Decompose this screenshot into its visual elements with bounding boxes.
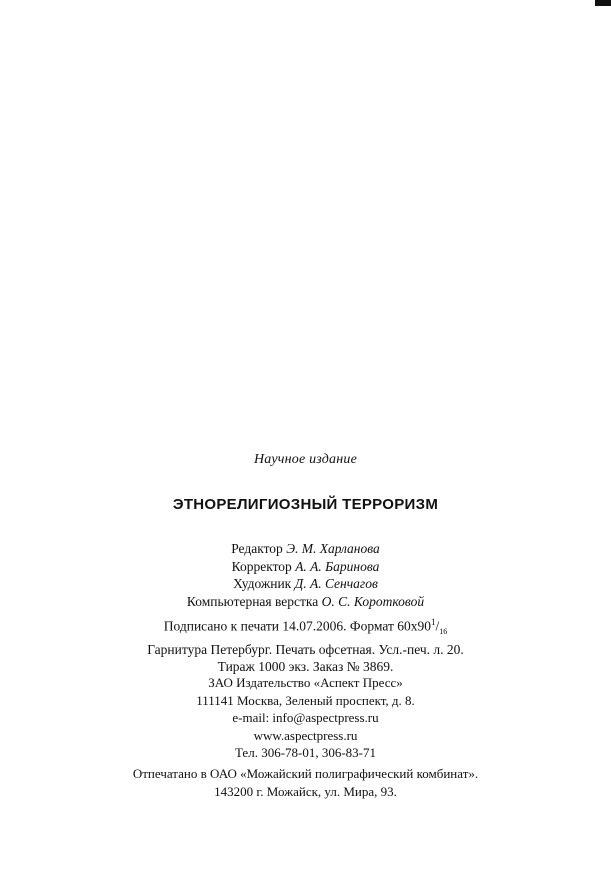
signed-text: Подписано к печати 14.07.2006. Формат 60х90 <box>163 618 431 634</box>
credit-person: А. А. Баринова <box>295 558 380 574</box>
publication-genre: Научное издание <box>254 452 357 467</box>
credit-line <box>0 575 611 593</box>
credit-role: Редактор <box>231 541 283 556</box>
credit-person: О. С. Коротковой <box>321 593 425 609</box>
credit-line <box>0 540 611 558</box>
run-line: Тираж 1000 экз. Заказ № 3869. <box>217 659 394 675</box>
publisher-website: www.aspectpress.ru <box>253 727 358 743</box>
publisher-block <box>0 674 611 762</box>
printer-line-1: Отпечатано в ОАО «Можайский полиграфический комбинат». <box>132 766 479 781</box>
signed-line: Подписано к печати 14.07.2006. Формат $60х90^1/_{16}$ <box>163 617 448 637</box>
publisher-address: 111141 Москва, Зеленый проспект, д. 8. <box>196 692 415 708</box>
credits-block <box>0 540 611 610</box>
credit-person: Д. А. Сенчагов <box>294 576 378 591</box>
format-numerator: 1 <box>431 617 436 627</box>
credit-role: Компьютерная верстка <box>186 593 319 609</box>
page-corner-mark <box>595 0 611 6</box>
credit-line <box>0 558 611 576</box>
typeface-line: Гарнитура Петербург. Печать офсетная. Усл.-печ. л. 20. <box>147 641 464 657</box>
publisher-email: e-mail: info@aspectpress.ru <box>232 710 379 725</box>
credit-line <box>0 593 611 611</box>
printer-block <box>0 765 611 800</box>
credit-role: Художник <box>233 576 292 591</box>
credit-person: Э. М. Харланова <box>286 541 380 556</box>
book-title: ЭТНОРЕЛИГИОЗНЫЙ ТЕРРОРИЗМ <box>172 496 439 513</box>
printer-line-2: 143200 г. Можайск, ул. Мира, 93. <box>214 783 397 799</box>
format-denominator: 16 <box>439 627 448 637</box>
print-info-block <box>0 614 611 676</box>
credit-role: Корректор <box>231 558 292 574</box>
publisher-name: ЗАО Издательство «Аспект Пресс» <box>208 675 403 690</box>
publisher-phone: Тел. 306-78-01, 306-83-71 <box>234 745 377 760</box>
